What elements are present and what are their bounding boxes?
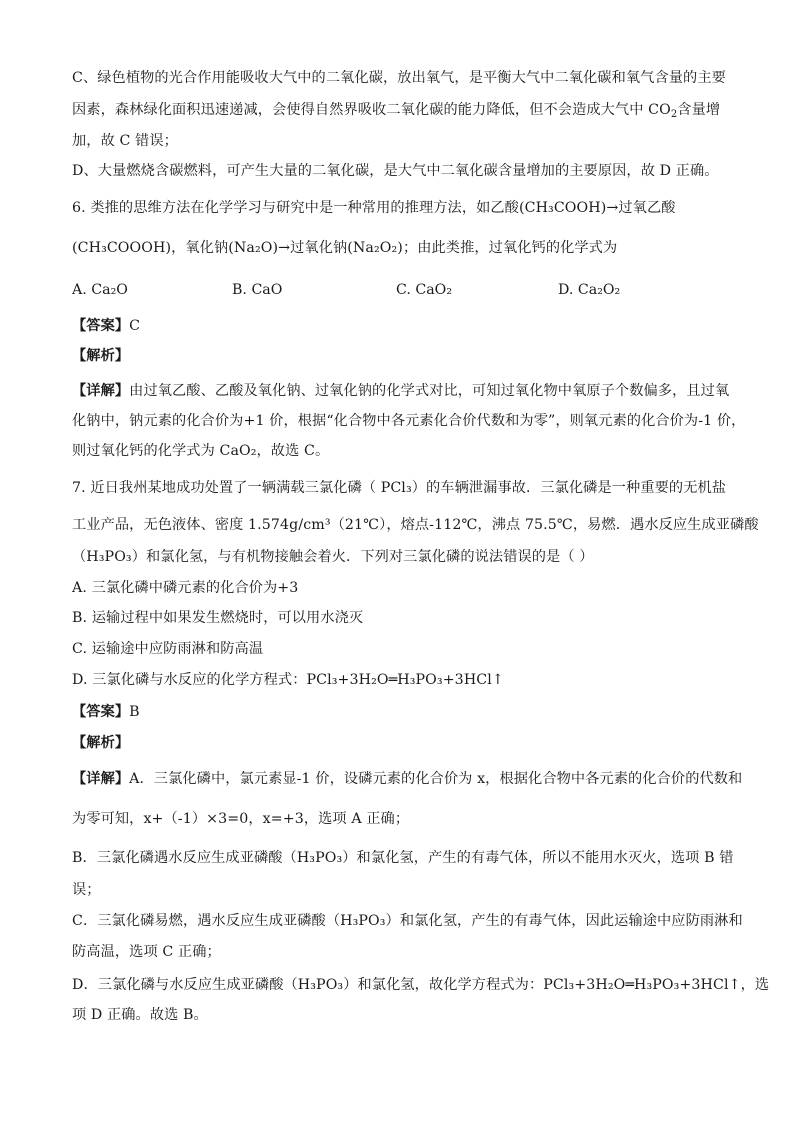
analysis-7-label: 【解析】 [72, 735, 130, 751]
paragraph-c-line2 [72, 100, 732, 120]
question-7-line3: （H₃PO₃）和氯化氢，与有机物接触会着火．下列对三氯化磷的说法错误的是（ ） [72, 549, 594, 565]
paragraph-c-line3: 加，故 C 错误； [72, 133, 178, 149]
question-6-option-a: A. Ca₂O [72, 282, 128, 298]
formula: (CH₃COOOH) [72, 240, 172, 256]
explanation-6-line2: 化钠中，钠元素的化合价为+1 价，根据“化合物中各元素化合价代数和为零”，则氧元素的化合价为-1 价， [72, 413, 746, 429]
question-7-option-d: D. 三氯化磷与水反应的化学方程式：PCl₃+3H₂O═H₃PO₃+3HCl↑ [72, 672, 504, 688]
text-segment: 因素，森林绿化面积迅速递减，会使得自然界吸收二氧化碳的能力降低，但不会造成大气中 CO [72, 102, 671, 118]
text-segment: 含量增 [677, 102, 721, 118]
explanation-label: 【详解】 [72, 771, 130, 787]
question-6-option-d: D. Ca₂O₂ [558, 282, 621, 298]
explanation-7-line4: 误； [72, 882, 101, 898]
answer-7 [72, 702, 732, 722]
explanation-label: 【详解】 [72, 383, 130, 399]
question-7-option-c: C. 运输途中应防雨淋和防高温 [72, 641, 264, 657]
explanation-6-line3: 则过氧化钙的化学式为 CaO₂，故选 C。 [72, 443, 330, 459]
explanation-7-line2: 为零可知，x+（-1）×3=0，x=+3，选项 A 正确； [72, 811, 410, 827]
formula: (Na₂O) [228, 240, 279, 256]
formula: (Na₂O₂) [347, 240, 403, 256]
text-segment: →过氧化钠 [278, 240, 348, 256]
answer-value: B [129, 704, 140, 720]
formula: (CH₃COOH) [518, 200, 607, 216]
explanation-6-line1 [72, 381, 732, 401]
analysis-6-label: 【解析】 [72, 348, 130, 364]
answer-label: 【答案】 [72, 318, 130, 334]
question-6-line2 [72, 238, 732, 258]
explanation-7-line8: 项 D 正确。故选 B。 [72, 1007, 208, 1023]
text-segment: ，氧化钠 [171, 240, 229, 256]
explanation-7-line6: 防高温，选项 C 正确； [72, 944, 221, 960]
text-segment: 由过氧乙酸、乙酸及氧化钠、过氧化钠的化学式对比，可知过氧化物中氧原子个数偏多，且过氧 [129, 383, 730, 399]
subscript: 2 [670, 109, 678, 120]
explanation-7-line1 [72, 769, 743, 789]
text-segment: ；由此类推，过氧化钙的化学式为 [402, 240, 618, 256]
text-segment: A．三氯化磷中，氯元素显-1 价，设磷元素的化合价为 x，根据化合物中各元素的化合价的代数和 [129, 771, 743, 787]
question-6-option-c: C. CaO₂ [396, 282, 453, 298]
paragraph-d: D、大量燃烧含碳燃料，可产生大量的二氧化碳，是大气中二氧化碳含量增加的主要原因，故 D 正确。 [72, 163, 719, 179]
question-6-option-b: B. CaO [232, 282, 283, 298]
explanation-7-line5: C．三氯化磷易燃，遇水反应生成亚磷酸（H₃PO₃）和氯化氢，产生的有毒气体，因此运输途中应防雨淋和 [72, 913, 743, 929]
answer-value: C [129, 318, 141, 334]
question-7-line1: 7. 近日我州某地成功处置了一辆满载三氯化磷（ PCl₃）的车辆泄漏事故．三氯化磷是一种重要的无机盐 [72, 480, 727, 496]
answer-label: 【答案】 [72, 704, 130, 720]
answer-6 [72, 316, 732, 336]
explanation-7-line7: D．三氯化磷与水反应生成亚磷酸（H₃PO₃）和氯化氢，故化学方程式为：PCl₃+3H₂O═H₃PO₃+3HCl↑，选 [72, 977, 770, 993]
question-7-option-b: B. 运输过程中如果发生燃烧时，可以用水浇灭 [72, 610, 364, 626]
paragraph-c-line1: C、绿色植物的光合作用能吸收大气中的二氧化碳，放出氧气，是平衡大气中二氧化碳和氧气含量的主要 [72, 70, 726, 86]
question-7-line2: 工业产品，无色液体、密度 1.574g/cm³（21℃），熔点-112℃，沸点 75.5℃，易燃．遇水反应生成亚磷酸 [72, 517, 759, 533]
explanation-7-line3: B．三氯化磷遇水反应生成亚磷酸（H₃PO₃）和氯化氢，产生的有毒气体，所以不能用水灭火，选项 B 错 [72, 850, 734, 866]
text-segment: 6. 类推的思维方法在化学学习与研究中是一种常用的推理方法，如乙酸 [72, 200, 519, 216]
question-6-line1 [72, 198, 732, 218]
text-segment: →过氧乙酸 [606, 200, 676, 216]
question-7-option-a: A. 三氯化磷中磷元素的化合价为+3 [72, 580, 299, 596]
